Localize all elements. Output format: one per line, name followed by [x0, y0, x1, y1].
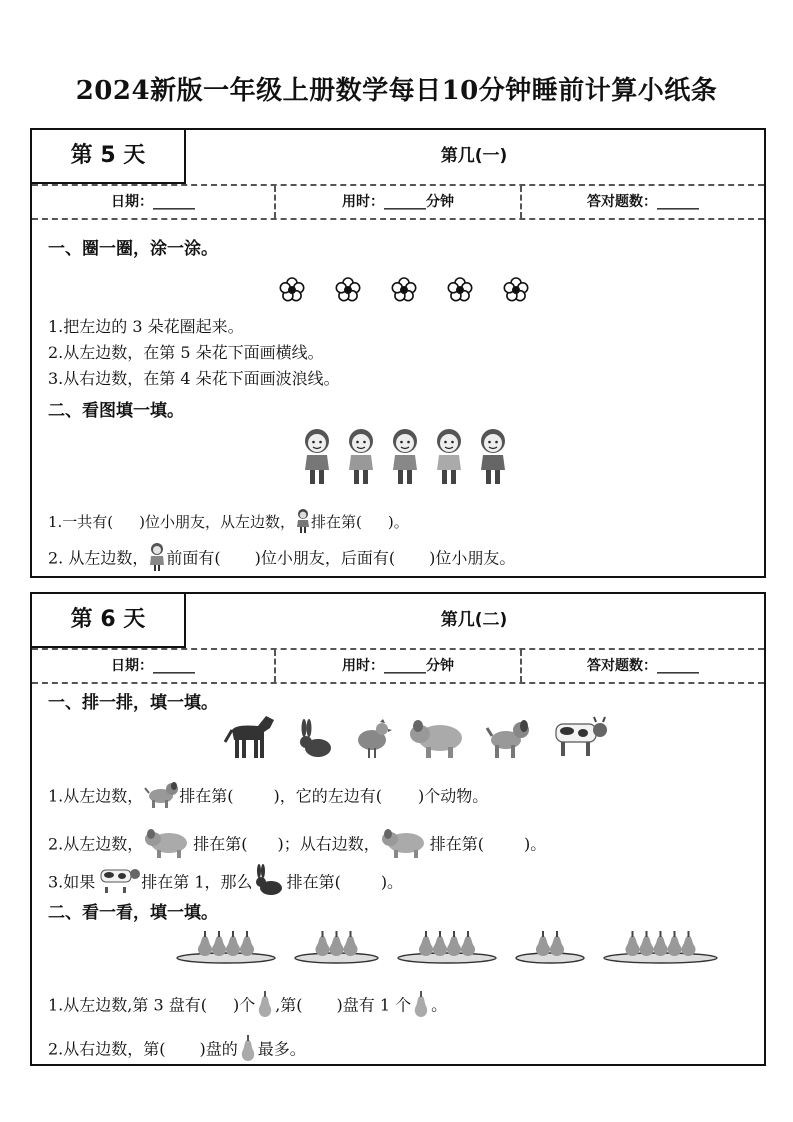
topic-title: 第几(二) [440, 610, 508, 630]
pear-plate-icon [515, 928, 585, 970]
question-text: 排在第( [311, 513, 362, 531]
dog-icon [143, 780, 179, 814]
question-text: 排在第( [179, 786, 234, 806]
pear-plate-icon [176, 928, 276, 970]
question-text: 1.一共有( [48, 513, 114, 531]
date-field[interactable]: 日期：______ [32, 650, 276, 682]
info-row [32, 650, 764, 684]
question-text: )，它的左边有( [273, 786, 383, 806]
question-text: 排在第( [429, 834, 485, 854]
score-field[interactable]: 答对题数：______ [587, 194, 699, 210]
section-heading: 一、圈一圈，涂一涂。 [48, 239, 218, 259]
question-text: 前面有( [166, 548, 221, 568]
question-text: ,第( [275, 995, 303, 1015]
section-heading: 二、看一看，填一填。 [48, 903, 218, 923]
flower-row [278, 276, 558, 308]
question-line [48, 780, 488, 814]
flower-icon[interactable] [390, 276, 418, 308]
pig-icon [380, 826, 430, 864]
section-heading: 一、排一排，填一填。 [48, 693, 218, 713]
day-6-card [30, 592, 766, 1066]
question-text: 排在第( [193, 834, 248, 854]
score-field[interactable]: 答对题数：______ [587, 658, 699, 674]
pig-icon [408, 716, 468, 764]
day-5-card [30, 128, 766, 578]
question-text: 2.从左边数，在第 5 朵花下面画横线。 [48, 343, 324, 362]
pear-plate-icon [603, 928, 718, 970]
info-row [32, 186, 764, 220]
card-header [32, 594, 764, 650]
time-field[interactable]: 用时：______分钟 [276, 186, 522, 218]
day-label: 第 6 天 [32, 594, 186, 648]
question-text: 排在第 1，那么 [141, 872, 253, 892]
child-icon [298, 428, 336, 490]
card-header [32, 130, 764, 186]
rabbit-icon [296, 716, 336, 764]
pear-icon [255, 990, 275, 1022]
pear-icon [238, 1034, 258, 1066]
topic-title: 第几(一) [440, 146, 508, 166]
horse-icon [222, 712, 280, 764]
question-text: 2.从右边数，第( [48, 1039, 166, 1059]
child-icon [430, 428, 468, 490]
children-row [298, 428, 518, 490]
question-text: )个动物。 [418, 786, 489, 806]
dog-icon [484, 716, 532, 764]
time-field[interactable]: 用时：______分钟 [276, 650, 522, 682]
question-line [48, 864, 403, 902]
question-text: 1.从左边数,第 3 盘有( [48, 995, 207, 1015]
question-text: )。 [524, 834, 547, 854]
girl-icon [148, 542, 166, 576]
cow-icon [548, 714, 608, 764]
rabbit-icon [253, 864, 287, 902]
hen-icon [352, 716, 392, 764]
question-line [48, 542, 515, 576]
pear-icon [411, 990, 431, 1022]
question-text: 1.从左边数， [48, 786, 144, 806]
question-text: )盘有 1 个 [336, 995, 412, 1015]
question-text: )位小朋友，从左边数， [139, 513, 296, 531]
child-icon [342, 428, 380, 490]
question-text: 排在第( [286, 872, 341, 892]
question-text: )；从右边数， [277, 834, 380, 854]
question-line [48, 1034, 306, 1066]
question-text: )。 [380, 872, 404, 892]
question-text: 1.把左边的 3 朵花圈起来。 [48, 317, 244, 336]
question-text: 3.如果 [48, 872, 96, 892]
section-heading: 二、看图填一填。 [48, 401, 184, 421]
question-text: 最多。 [257, 1039, 306, 1059]
question-line [48, 826, 546, 864]
question-line [48, 990, 447, 1022]
question-text: 。 [431, 995, 448, 1015]
flower-icon[interactable] [502, 276, 530, 308]
question-text: 3.从右边数，在第 4 朵花下面画波浪线。 [48, 369, 340, 388]
question-line [48, 508, 409, 538]
flower-icon[interactable] [446, 276, 474, 308]
date-field[interactable]: 日期：______ [32, 186, 276, 218]
pear-plate-icon [397, 928, 497, 970]
question-text: 2. 从左边数， [48, 548, 149, 568]
day-label: 第 5 天 [32, 130, 186, 184]
pear-plate-icon [294, 928, 379, 970]
cow-icon [95, 865, 141, 901]
child-icon [474, 428, 512, 490]
plate-row [176, 928, 736, 970]
child-icon [386, 428, 424, 490]
question-text: )盘的 [199, 1039, 238, 1059]
question-text: )位小朋友，后面有( [254, 548, 396, 568]
flower-icon[interactable] [278, 276, 306, 308]
question-text: )位小朋友。 [429, 548, 516, 568]
flower-icon[interactable] [334, 276, 362, 308]
pig-icon [143, 826, 193, 864]
animal-row [222, 712, 624, 764]
question-text: 2.从左边数， [48, 834, 144, 854]
girl-icon [295, 508, 311, 538]
question-text: )个 [232, 995, 256, 1015]
question-text: )。 [387, 513, 409, 531]
page-title: 2024新版一年级上册数学每日10分钟睡前计算小纸条 [75, 76, 718, 106]
